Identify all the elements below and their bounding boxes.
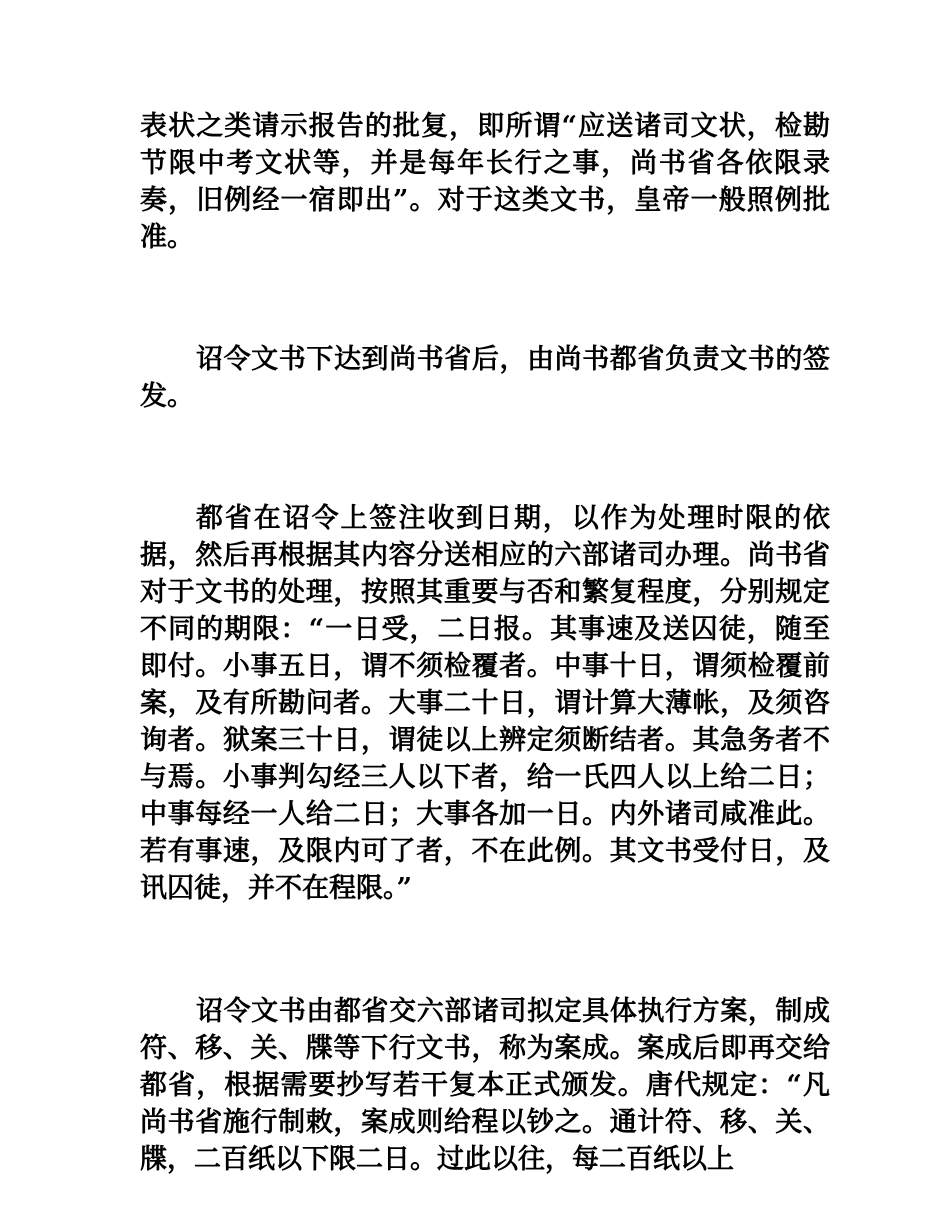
document-page <box>140 108 830 1178</box>
paragraph-3: 都省在诏令上签注收到日期，以作为处理时限的依据，然后再根据其内容分送相应的六部诸司办理。尚书省对于文书的处理，按照其重要与否和繁复程度，分别规定不同的期限：“一日受，二日报。其事速及送囚徒，随至即付。小事五日，谓不须检覆者。中事十日，谓须检覆前案，及有所勘问者。大事二十日，谓计算大薄帐，及须咨询者。狱案三十日，谓徒以上辨定须断结者。其急务者不与焉。小事判勾经三人以下者，给一氏四人以上给二日；中事每经一人给二日；大事各加一日。内外诸司咸准此。若有事速，及限内可了者，不在此例。其文书受付日，及讯囚徒，并不在程限。” <box>140 503 830 904</box>
paragraph-4: 诏令文书由都省交六部诸司拟定具体执行方案，制成符、移、关、牒等下行文书，称为案成。案成后即再交给都省，根据需要抄写若干复本正式颁发。唐代规定：“凡尚书省施行制敕，案成则给程以钞之。通计符、移、关、牒，二百纸以下限二日。过此以往，每二百纸以上 <box>140 996 830 1175</box>
paragraph-2: 诏令文书下达到尚书省后，由尚书都省负责文书的签发。 <box>140 344 830 412</box>
paragraph-1: 表状之类请示报告的批复，即所谓“应送诸司文状，检勘节限中考文状等，并是每年长行之事，尚书省各依限录奏，旧例经一宿即出”。对于这类文书，皇帝一般照例批准。 <box>140 111 830 253</box>
